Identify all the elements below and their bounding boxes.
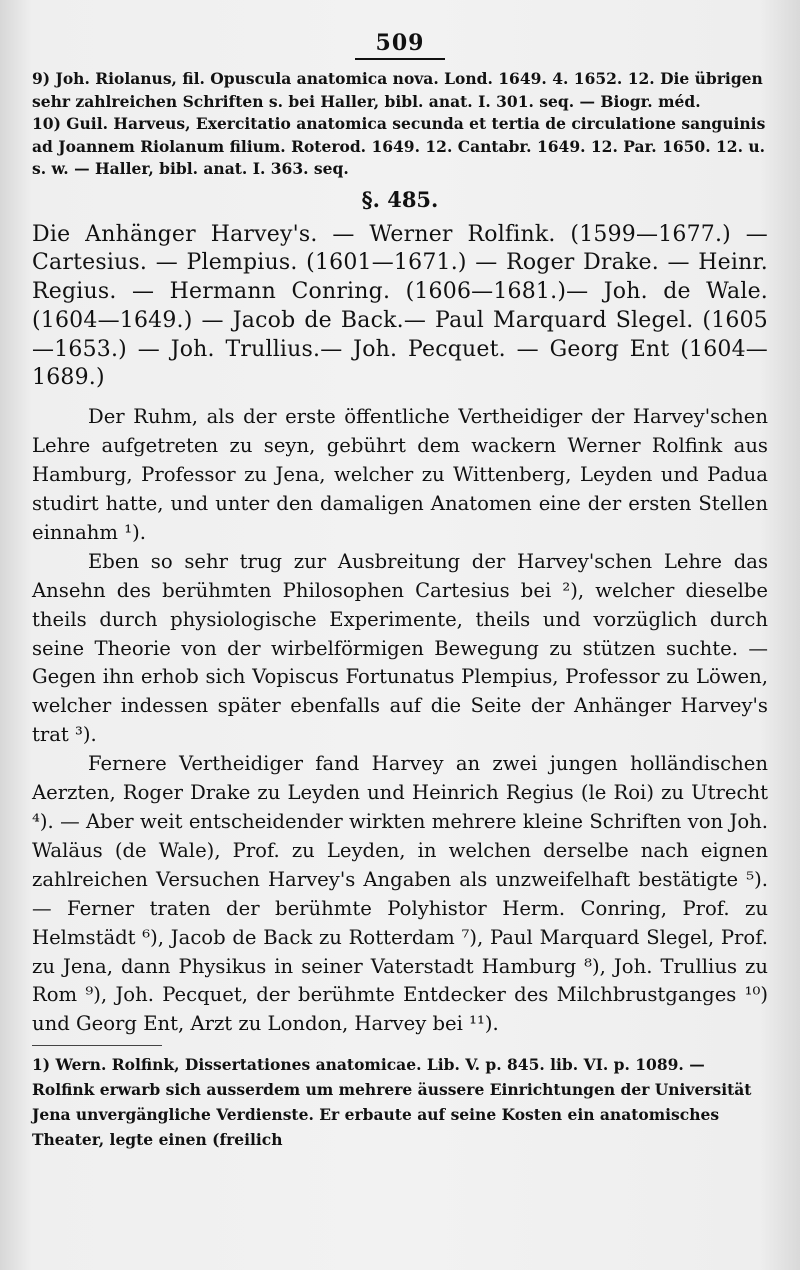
page-number: 509 — [375, 30, 425, 56]
footnote-separator — [32, 1045, 162, 1046]
footnote-1: 1) Wern. Rolfink, Dissertationes anatomicae. Lib. V. p. 845. lib. VI. p. 1089. — Rolfink erwarb sich ausserdem um mehrere äussere Einrichtungen der Universität Jena unvergängliche Verdienste. Er erbaute auf seine Kosten ein anatomisches Theater, legte einen (freilich — [32, 1055, 752, 1150]
footnote-10: 10) Guil. Harveus, Exercitatio anatomica secunda et tertia de circulatione sanguinis ad Joannem Riolanum filium. Roterod. 1649. 12. Cantabr. 1649. 12. Par. 1650. 12. u. s. w. — Haller, bibl. anat. I. 363. seq. — [32, 114, 766, 178]
continued-footnotes — [32, 68, 768, 181]
page-content — [32, 28, 768, 1152]
main-text — [32, 403, 768, 1039]
paragraph-2: Eben so sehr trug zur Ausbreitung der Harvey'schen Lehre das Ansehn des berühmten Philosophen Cartesius bei ²), welcher dieselbe theils durch physiologische Experimente, theils und vorzüglich durch seine Theorie von der wirbelförmigen Bewegung zu stützen suchte. — Gegen ihn erhob sich Vopiscus Fortunatus Plempius, Professor zu Löwen, welcher indessen später ebenfalls auf die Seite der Anhänger Harvey's trat ³). — [32, 549, 768, 747]
section-summary: Die Anhänger Harvey's. — Werner Rolfink. (1599—1677.) — Cartesius. — Plempius. (1601—1671.) — Roger Drake. — Heinr. Regius. — Hermann Conring. (1606—1681.)— Joh. de Wale. (1604—1649.) — Jacob de Back.— Paul Marquard Slegel. (1605—1653.) — Joh. Trullius.— Joh. Pecquet. — Georg Ent (1604—1689.) — [32, 221, 768, 391]
section-heading: §. 485. — [361, 186, 439, 212]
footnotes — [32, 1052, 768, 1152]
page-number-rule — [355, 58, 445, 60]
footnote-9: 9) Joh. Riolanus, fil. Opuscula anatomica nova. Lond. 1649. 4. 1652. 12. Die übrigen sehr zahlreichen Schriften s. bei Haller, bibl. anat. I. 301. seq. — Biogr. méd. — [32, 69, 763, 111]
paragraph-1: Der Ruhm, als der erste öffentliche Vertheidiger der Harvey'schen Lehre aufgetreten zu seyn, gebührt dem wackern Werner Rolfink aus Hamburg, Professor zu Jena, welcher zu Wittenberg, Leyden und Padua studirt hatte, und unter den damaligen Anatomen eine der ersten Stellen einnahm ¹). — [32, 405, 768, 544]
paragraph-3: Fernere Vertheidiger fand Harvey an zwei jungen holländischen Aerzten, Roger Drake zu Leyden und Heinrich Regius (le Roi) zu Utrecht ⁴). — Aber weit entscheidender wirkten mehrere kleine Schriften von Joh. Waläus (de Wale), Prof. zu Leyden, in welchen derselbe nach eignen zahlreichen Versuchen Harvey's Angaben als unzweifelhaft bestätigte ⁵). — Ferner traten der berühmte Polyhistor Herm. Conring, Prof. zu Helmstädt ⁶), Jacob de Back zu Rotterdam ⁷), Paul Marquard Slegel, Prof. zu Jena, dann Physikus in seiner Vaterstadt Hamburg ⁸), Joh. Trullius zu Rom ⁹), Joh. Pecquet, der berühmte Entdecker des Milchbrustganges ¹⁰) und Georg Ent, Arzt zu London, Harvey bei ¹¹). — [32, 752, 768, 1036]
